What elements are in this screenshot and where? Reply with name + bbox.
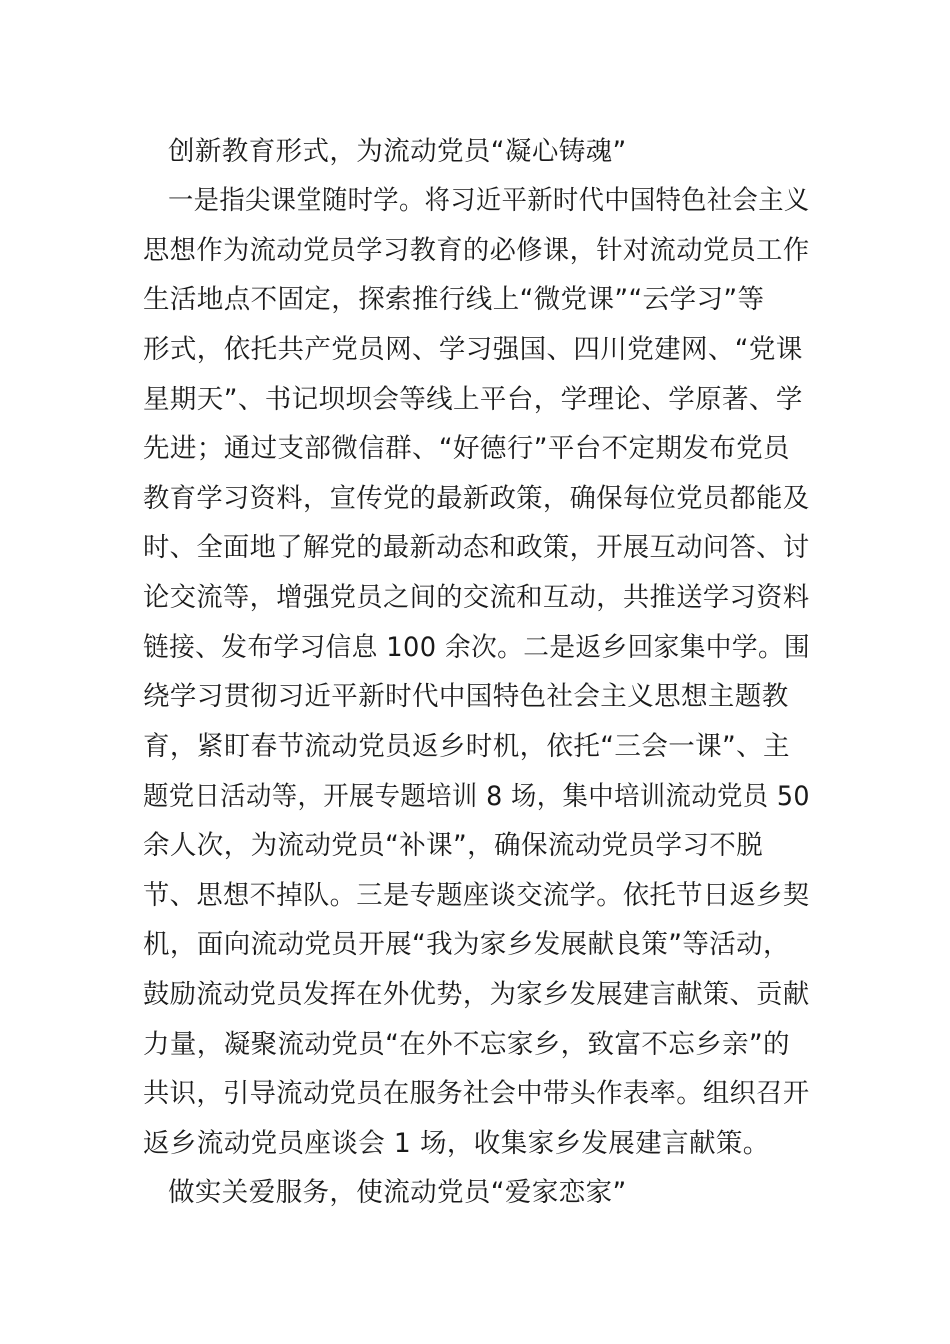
paragraph-line: 共识，引导流动党员在服务社会中带头作表率。组织召开 xyxy=(143,1078,810,1109)
paragraph-line: 生活地点不固定，探索推行线上“微党课”“云学习”等 xyxy=(143,284,765,315)
paragraph-line: 一是指尖课堂随时学。将习近平新时代中国特色社会主义 xyxy=(168,185,810,216)
paragraph-line: 论交流等，增强党员之间的交流和互动，共推送学习资料 xyxy=(143,582,810,613)
paragraph-line: 育，紧盯春节流动党员返乡时机，依托“三会一课”、主 xyxy=(143,731,790,762)
paragraph-line: 星期天”、书记坝坝会等线上平台，学理论、学原著、学 xyxy=(143,384,803,415)
paragraph-line: 思想作为流动党员学习教育的必修课，针对流动党员工作 xyxy=(143,235,810,266)
paragraph-line: 题党日活动等，开展专题培训 8 场，集中培训流动党员 50 xyxy=(143,781,810,812)
paragraph-line: 余人次，为流动党员“补课”，确保流动党员学习不脱 xyxy=(143,830,764,861)
paragraph-line: 机，面向流动党员开展“我为家乡发展献良策”等活动， xyxy=(143,929,790,960)
paragraph-line: 返乡流动党员座谈会 1 场，收集家乡发展建言献策。 xyxy=(143,1128,770,1159)
paragraph-line: 鼓励流动党员发挥在外优势，为家乡发展建言献策、贡献 xyxy=(143,979,810,1010)
paragraph-line: 力量，凝聚流动党员“在外不忘家乡，致富不忘乡亲”的 xyxy=(143,1029,790,1060)
paragraph-line: 节、思想不掉队。三是专题座谈交流学。依托节日返乡契 xyxy=(143,880,810,911)
paragraph-line: 先进；通过支部微信群、“好德行”平台不定期发布党员 xyxy=(143,433,790,464)
section-heading-2: 做实关爱服务，使流动党员“爱家恋家” xyxy=(168,1177,627,1208)
paragraph-line: 教育学习资料，宣传党的最新政策，确保每位党员都能及 xyxy=(143,483,810,514)
paragraph-line: 链接、发布学习信息 100 余次。二是返乡回家集中学。围 xyxy=(143,632,811,663)
section-heading-1: 创新教育形式，为流动党员“凝心铸魂” xyxy=(168,136,627,167)
paragraph-line: 形式，依托共产党员网、学习强国、四川党建网、“党课 xyxy=(143,334,803,365)
paragraph-line: 绕学习贯彻习近平新时代中国特色社会主义思想主题教 xyxy=(143,681,789,712)
paragraph-line: 时、全面地了解党的最新动态和政策，开展互动问答、讨 xyxy=(143,532,810,563)
